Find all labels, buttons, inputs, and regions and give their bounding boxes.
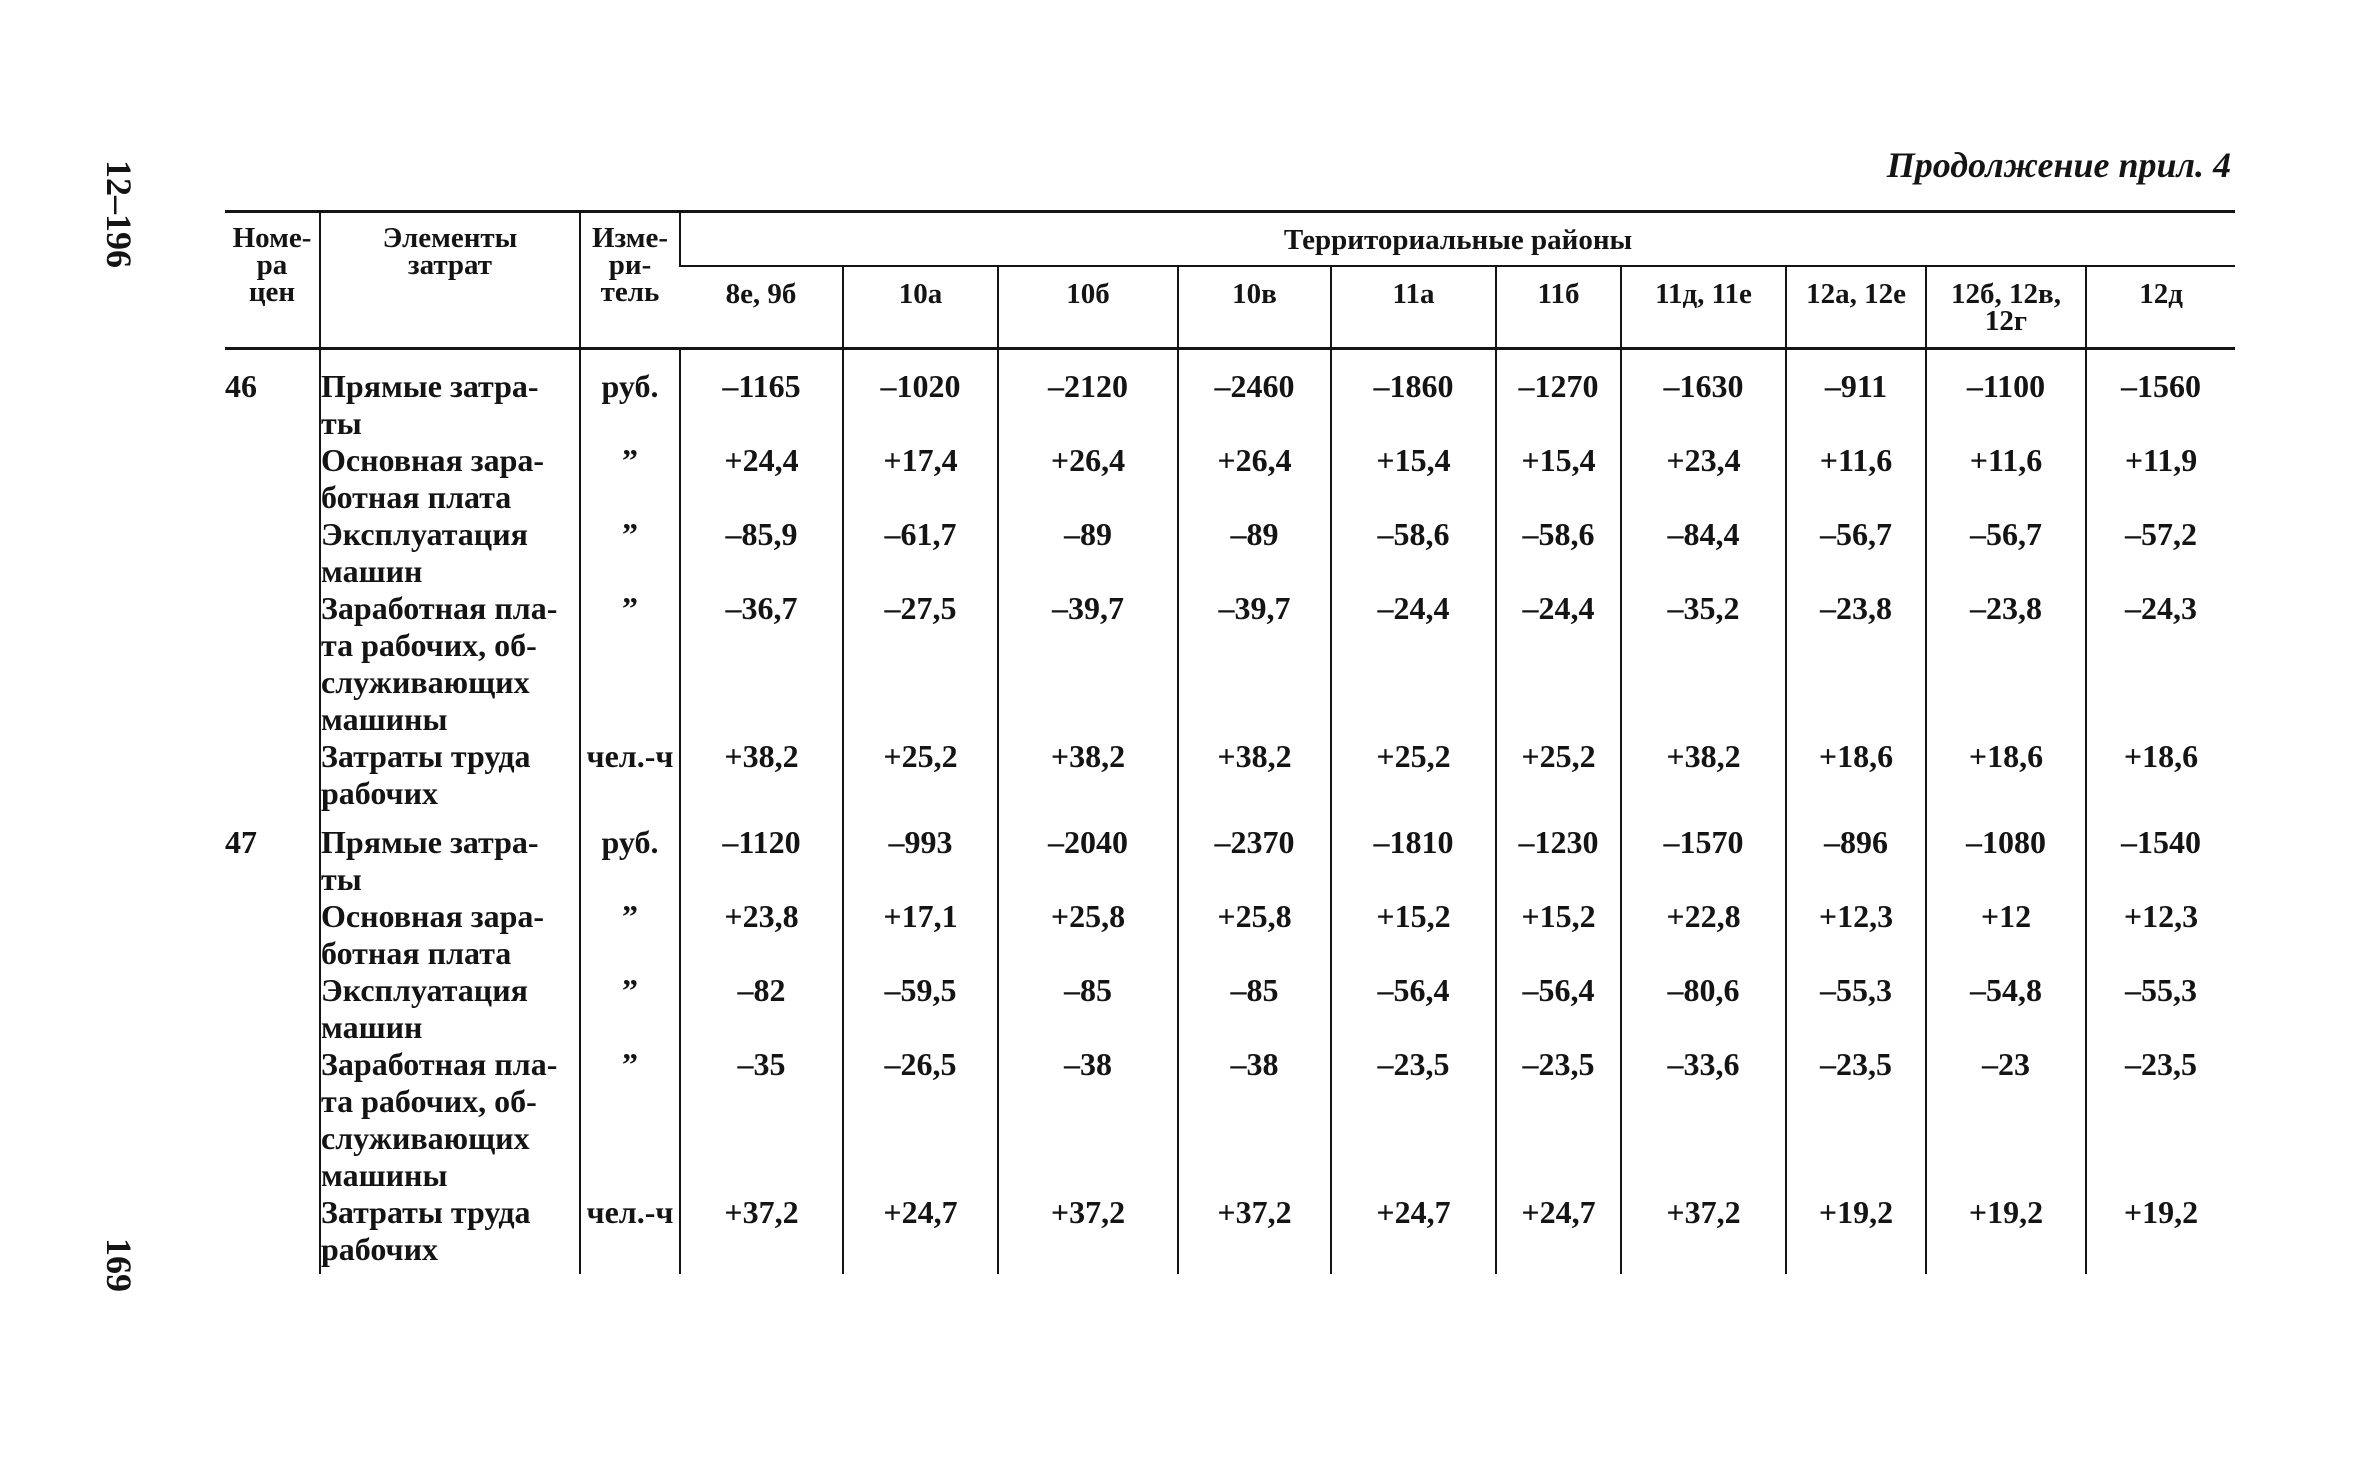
value-cell: –1570 (1621, 812, 1786, 898)
value-cell: –23,5 (1331, 1046, 1496, 1194)
value-cell: +19,2 (1926, 1194, 2086, 1274)
value-cell: –2460 (1178, 349, 1331, 443)
cost-element-cell: Заработная пла- та рабочих, об- служивающих машины (320, 1046, 580, 1194)
table-row (225, 898, 2235, 972)
value-cell: –85,9 (680, 516, 843, 590)
page-number: 169 (99, 1238, 139, 1292)
price-number-cell (225, 442, 320, 516)
value-cell: +26,4 (998, 442, 1178, 516)
unit-cell: ” (580, 972, 680, 1046)
value-cell: +18,6 (1926, 738, 2086, 812)
value-cell: –56,7 (1786, 516, 1926, 590)
value-cell: +23,4 (1621, 442, 1786, 516)
header-elements-label: Элементы затрат (382, 222, 518, 281)
table-row (225, 349, 2235, 443)
value-cell: –26,5 (843, 1046, 998, 1194)
value-cell: +11,6 (1926, 442, 2086, 516)
value-cell: –89 (998, 516, 1178, 590)
value-cell: –39,7 (1178, 590, 1331, 738)
value-cell: +38,2 (998, 738, 1178, 812)
header-district: 10б (998, 266, 1178, 349)
value-cell: +18,6 (1786, 738, 1926, 812)
header-unit (580, 212, 680, 349)
header-district: 10в (1178, 266, 1331, 349)
value-cell: +25,2 (1331, 738, 1496, 812)
header-district: 11д, 11е (1621, 266, 1786, 349)
value-cell: +12,3 (2086, 898, 2235, 972)
value-cell: +38,2 (1621, 738, 1786, 812)
value-cell: +37,2 (680, 1194, 843, 1274)
value-cell: +15,2 (1496, 898, 1621, 972)
value-cell: –24,3 (2086, 590, 2235, 738)
table-row (225, 516, 2235, 590)
value-cell: +11,9 (2086, 442, 2235, 516)
value-cell: +19,2 (2086, 1194, 2235, 1274)
cost-element-cell: Основная зара- ботная плата (320, 442, 580, 516)
value-cell: –89 (1178, 516, 1331, 590)
unit-cell: ” (580, 516, 680, 590)
cost-element-cell: Прямые затра- ты (320, 812, 580, 898)
value-cell: –38 (1178, 1046, 1331, 1194)
value-cell: +17,1 (843, 898, 998, 972)
document-code: 12–196 (99, 160, 139, 268)
value-cell: –36,7 (680, 590, 843, 738)
table-body (225, 349, 2235, 1275)
table-row (225, 812, 2235, 898)
value-cell: –1100 (1926, 349, 2086, 443)
value-cell: –23,8 (1786, 590, 1926, 738)
header-district-label: 12б, 12в, 12г (1951, 278, 2061, 337)
value-cell: +25,2 (843, 738, 998, 812)
price-number-cell (225, 516, 320, 590)
price-number-cell: 47 (225, 824, 257, 860)
value-cell: –55,3 (2086, 972, 2235, 1046)
value-cell: –54,8 (1926, 972, 2086, 1046)
value-cell: +24,7 (1331, 1194, 1496, 1274)
cost-element-cell: Затраты труда рабочих (320, 738, 580, 812)
value-cell: –1080 (1926, 812, 2086, 898)
header-district: 10а (843, 266, 998, 349)
value-cell: –2120 (998, 349, 1178, 443)
value-cell: –56,7 (1926, 516, 2086, 590)
header-district (1926, 266, 2086, 349)
value-cell: –24,4 (1331, 590, 1496, 738)
value-cell: –2040 (998, 812, 1178, 898)
cost-element-cell: Прямые затра- ты (320, 349, 580, 443)
value-cell: –58,6 (1496, 516, 1621, 590)
value-cell: +23,8 (680, 898, 843, 972)
cost-element-cell: Эксплуатация машин (320, 972, 580, 1046)
value-cell: +19,2 (1786, 1194, 1926, 1274)
value-cell: –23,8 (1926, 590, 2086, 738)
value-cell: +17,4 (843, 442, 998, 516)
value-cell: +12,3 (1786, 898, 1926, 972)
value-cell: –35 (680, 1046, 843, 1194)
cost-element-cell: Затраты труда рабочих (320, 1194, 580, 1274)
table-row (225, 972, 2235, 1046)
value-cell: –35,2 (1621, 590, 1786, 738)
value-cell: –57,2 (2086, 516, 2235, 590)
header-district: 12а, 12е (1786, 266, 1926, 349)
value-cell: +25,2 (1496, 738, 1621, 812)
cost-table (225, 210, 2235, 1274)
continuation-title: Продолжение прил. 4 (1886, 145, 2231, 185)
unit-cell: ” (580, 898, 680, 972)
value-cell: +25,8 (1178, 898, 1331, 972)
value-cell: +25,8 (998, 898, 1178, 972)
value-cell: +24,7 (1496, 1194, 1621, 1274)
value-cell: –39,7 (998, 590, 1178, 738)
value-cell: +37,2 (1621, 1194, 1786, 1274)
value-cell: –911 (1786, 349, 1926, 443)
value-cell: –59,5 (843, 972, 998, 1046)
value-cell: –23,5 (1496, 1046, 1621, 1194)
unit-cell: ” (580, 442, 680, 516)
price-number-cell (225, 1046, 320, 1194)
value-cell: +15,2 (1331, 898, 1496, 972)
value-cell: +24,4 (680, 442, 843, 516)
unit-cell: ” (580, 1046, 680, 1194)
value-cell: –2370 (1178, 812, 1331, 898)
table-header (225, 212, 2235, 349)
header-district: 12д (2086, 266, 2235, 349)
value-cell: –24,4 (1496, 590, 1621, 738)
price-number-cell (225, 972, 320, 1046)
value-cell: –82 (680, 972, 843, 1046)
price-number-cell (225, 1194, 320, 1274)
value-cell: –56,4 (1331, 972, 1496, 1046)
value-cell: –1165 (680, 349, 843, 443)
cost-element-cell: Основная зара- ботная плата (320, 898, 580, 972)
value-cell: +18,6 (2086, 738, 2235, 812)
value-cell: –85 (1178, 972, 1331, 1046)
price-number-cell: 46 (225, 368, 257, 404)
value-cell: –61,7 (843, 516, 998, 590)
value-cell: –58,6 (1331, 516, 1496, 590)
value-cell: –23,5 (2086, 1046, 2235, 1194)
value-cell: –993 (843, 812, 998, 898)
value-cell: –1860 (1331, 349, 1496, 443)
header-elements (320, 212, 580, 349)
unit-cell: чел.-ч (580, 1194, 680, 1274)
header-unit-label: Изме- ри- тель (591, 222, 669, 308)
value-cell: –23 (1926, 1046, 2086, 1194)
value-cell: +24,7 (843, 1194, 998, 1274)
value-cell: –38 (998, 1046, 1178, 1194)
table-row (225, 1194, 2235, 1274)
header-district: 11а (1331, 266, 1496, 349)
value-cell: –1560 (2086, 349, 2235, 443)
value-cell: –1230 (1496, 812, 1621, 898)
value-cell: –1270 (1496, 349, 1621, 443)
table-row (225, 442, 2235, 516)
cost-element-cell: Эксплуатация машин (320, 516, 580, 590)
value-cell: +26,4 (1178, 442, 1331, 516)
price-number-cell (225, 590, 320, 738)
value-cell: –23,5 (1786, 1046, 1926, 1194)
value-cell: –1540 (2086, 812, 2235, 898)
value-cell: +15,4 (1496, 442, 1621, 516)
value-cell: –56,4 (1496, 972, 1621, 1046)
unit-cell: чел.-ч (580, 738, 680, 812)
header-number (225, 212, 320, 349)
value-cell: +38,2 (1178, 738, 1331, 812)
value-cell: –85 (998, 972, 1178, 1046)
unit-cell: руб. (580, 349, 680, 443)
price-number-cell (225, 898, 320, 972)
value-cell: –33,6 (1621, 1046, 1786, 1194)
value-cell: –80,6 (1621, 972, 1786, 1046)
header-district: 11б (1496, 266, 1621, 349)
header-number-label: Номе- ра цен (232, 222, 312, 308)
value-cell: –55,3 (1786, 972, 1926, 1046)
cost-element-cell: Заработная пла- та рабочих, об- служивающих машины (320, 590, 580, 738)
value-cell: +38,2 (680, 738, 843, 812)
header-districts-group: Территориальные районы (680, 212, 2235, 267)
value-cell: –27,5 (843, 590, 998, 738)
value-cell: +37,2 (998, 1194, 1178, 1274)
value-cell: +22,8 (1621, 898, 1786, 972)
price-number-cell (225, 738, 320, 812)
value-cell: –1020 (843, 349, 998, 443)
table-row (225, 590, 2235, 738)
value-cell: –1630 (1621, 349, 1786, 443)
unit-cell: руб. (580, 812, 680, 898)
value-cell: +37,2 (1178, 1194, 1331, 1274)
value-cell: +11,6 (1786, 442, 1926, 516)
table-row (225, 1046, 2235, 1194)
value-cell: –1120 (680, 812, 843, 898)
header-district: 8е, 9б (680, 266, 843, 349)
value-cell: –84,4 (1621, 516, 1786, 590)
table-row (225, 738, 2235, 812)
unit-cell: ” (580, 590, 680, 738)
value-cell: +12 (1926, 898, 2086, 972)
value-cell: –1810 (1331, 812, 1496, 898)
value-cell: +15,4 (1331, 442, 1496, 516)
value-cell: –896 (1786, 812, 1926, 898)
